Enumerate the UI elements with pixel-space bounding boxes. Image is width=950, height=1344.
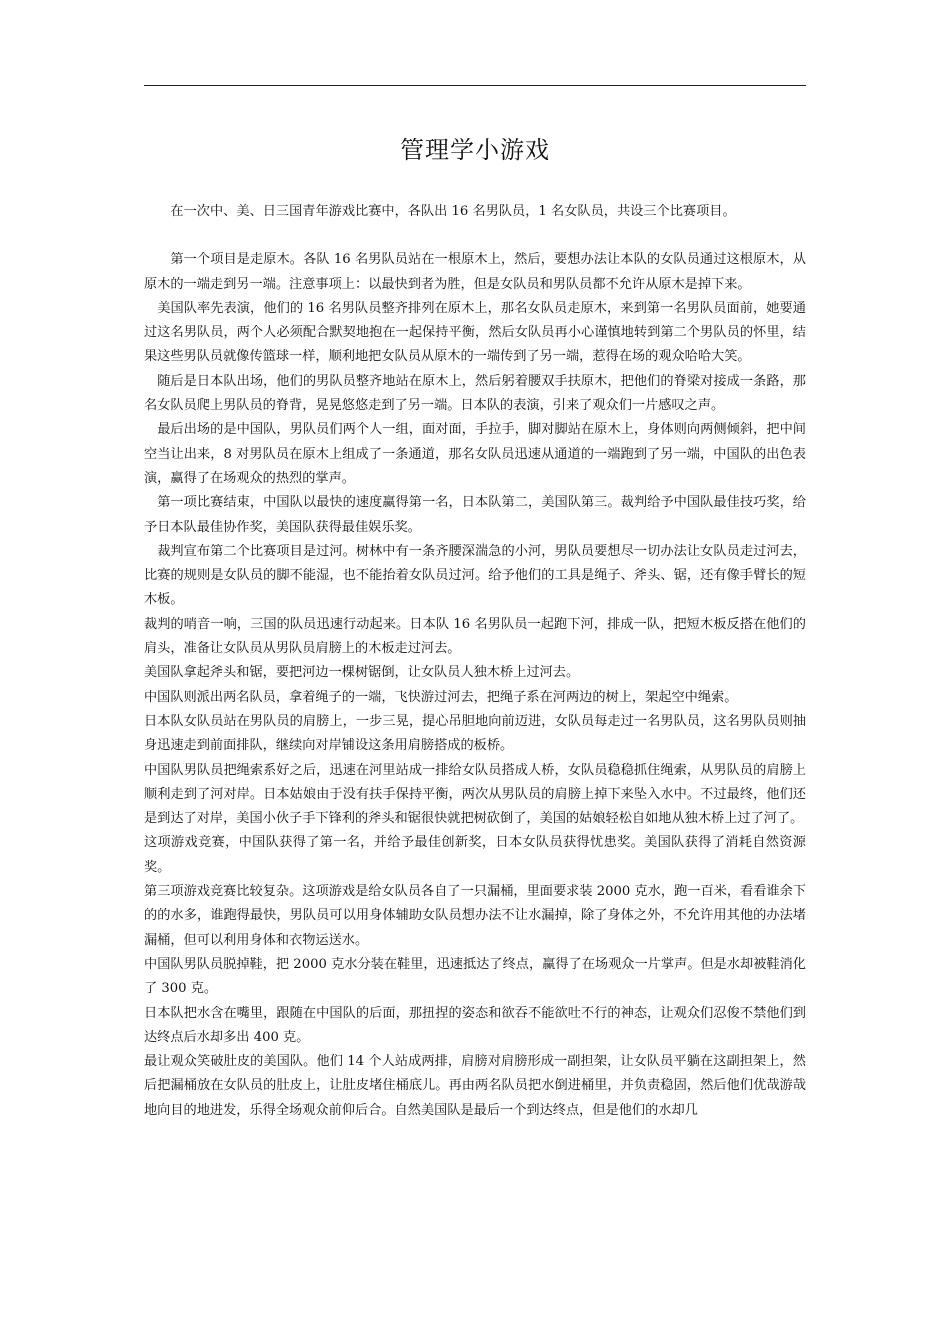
paragraph: 随后是日本队出场，他们的男队员整齐地站在原木上，然后躬着腰双手扶原木，把他们的脊梁对接成一条路，那名女队员爬上男队员的脊背，晃晃悠悠走到了另一端。日本队的表演，引来了观众们一片感叹之声。: [144, 373, 806, 414]
paragraph: 这项游戏竞赛，中国队获得了第一名，并给予最佳创新奖，日本女队员获得忧患奖。美国队获得了消耗自然资源奖。: [144, 835, 806, 875]
paragraph: 中国队男队员脱掉鞋，把 2000 克水分装在鞋里，迅速抵达了终点，赢得了在场观众一片掌声。但是水却被鞋消化了 300 克。: [144, 956, 806, 997]
paragraph: 裁判宣布第二个比赛项目是过河。树林中有一条齐腰深湍急的小河，男队员要想尽一切办法让女队员走过河去，比赛的规则是女队员的脚不能湿，也不能抬着女队员过河。给予他们的工具是绳子、斧头、锯，还有像手臂长的短木板。: [144, 543, 806, 608]
paragraph: 最后出场的是中国队，男队员们两个人一组，面对面，手拉手，脚对脚站在原木上，身体则向两侧倾斜，把中间空当让出来，8 对男队员在原木上组成了一条通道，那名女队员迅速从通道的一端跑到了另一端，中国队的出色表演，赢得了在场观众的热烈的掌声。: [144, 422, 806, 486]
paragraph: 日本队女队员站在男队员的肩膀上，一步三晃，提心吊胆地向前迈进，女队员每走过一名男队员，这名男队员则抽身迅速走到前面排队，继续向对岸铺设这条用肩膀搭成的板桥。: [144, 713, 806, 754]
header-rule: [144, 85, 806, 86]
paragraph: 第一项比赛结束，中国队以最快的速度赢得第一名，日本队第二，美国队第三。裁判给予中国队最佳技巧奖，给予日本队最佳协作奖，美国队获得最佳娱乐奖。: [144, 495, 806, 535]
paragraph: 中国队则派出两名队员，拿着绳子的一端，飞快游过河去，把绳子系在河两边的树上，架起空中绳索。: [144, 689, 738, 705]
paragraph: 第一个项目是走原木。各队 16 名男队员站在一根原木上，然后，要想办法让本队的女队员通过这根原木，从原木的一端走到另一端。注意事项上：以最快到者为胜，但是女队员和男队员都不允许从原木是掉下来。: [144, 252, 806, 292]
paragraph: 在一次中、美、日三国青年游戏比赛中，各队出 16 名男队员，1 名女队员，共设三个比赛项目。: [170, 204, 736, 219]
body-text: [144, 200, 806, 1123]
paragraph: 裁判的哨音一响，三国的队员迅速行动起来。日本队 16 名男队员一起跑下河，排成一队，把短木板反搭在他们的肩头，准备让女队员从男队员肩膀上的木板走过河去。: [144, 616, 806, 657]
paragraph: 第三项游戏竞赛比较复杂。这项游戏是给女队员各自了一只漏桶，里面要求装 2000 克水，跑一百米，看看谁余下的的水多，谁跑得最快，男队员可以用身体辅助女队员想办法不让水漏掉，除了身体之外，不允许用其他的办法堵漏桶，但可以利用身体和衣物运送水。: [144, 884, 806, 948]
page-title: 管理学小游戏: [400, 136, 550, 164]
paragraph: 中国队男队员把绳索系好之后，迅速在河里站成一排给女队员搭成人桥，女队员稳稳抓住绳索，从男队员的肩膀上顺利走到了河对岸。日本姑娘由于没有扶手保持平衡，两次从男队员的肩膀上掉下来坠入水中。不过最终，他们还是到达了对岸，美国小伙子手下锋利的斧头和锯很快就把树砍倒了，美国的姑娘轻松自如地从独木桥上过了河了。: [144, 762, 806, 827]
paragraph: 最让观众笑破肚皮的美国队。他们 14 个人站成两排，肩膀对肩膀形成一副担架，让女队员平躺在这副担架上，然后把漏桶放在女队员的肚皮上，让肚皮堵住桶底儿。再由两名队员把水倒进桶里，并负责稳固，然后他们优哉游哉地向目的地进发，乐得全场观众前仰后合。自然美国队是最后一个到达终点，但是他们的水却几: [144, 1054, 806, 1118]
paragraph: 美国队拿起斧头和锯，要把河边一棵树锯倒，让女队员人独木桥上过河去。: [144, 665, 580, 681]
paragraph: 日本队把水含在嘴里，跟随在中国队的后面，那扭捏的姿态和欲吞不能欲吐不行的神态，让观众们忍俊不禁他们到达终点后水却多出 400 克。: [144, 1005, 806, 1045]
paragraph: 美国队率先表演，他们的 16 名男队员整齐排列在原木上，那名女队员走原木，来到第一名男队员面前，她要通过这名男队员，两个人必须配合默契地抱在一起保持平衡，然后女队员再小心谨慎地转到第二个男队员的怀里，结果这些男队员就像传篮球一样，顺利地把女队员从原木的一端传到了另一端，惹得在场的观众哈哈大笑。: [144, 300, 806, 365]
